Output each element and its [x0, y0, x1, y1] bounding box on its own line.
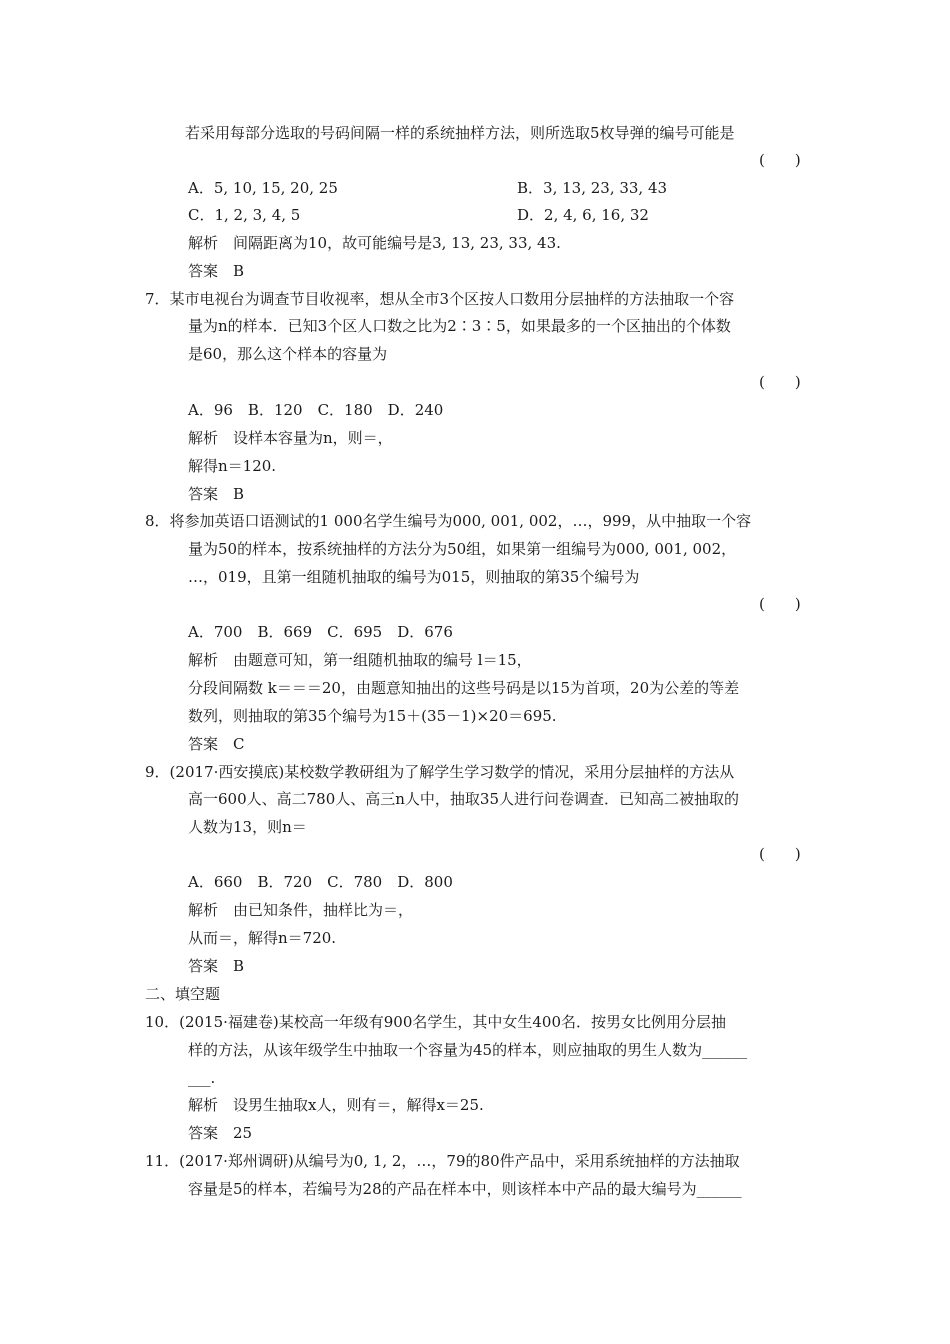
q11-stem-line-1: 11．(2017·郑州调研)从编号为0, 1, 2，…，79的80件产品中，采用系统抽样的方法抽取 [145, 1152, 740, 1170]
q10-answer: 答案 25 [188, 1124, 253, 1142]
q9-stem-line-3: 人数为13，则n＝ [188, 818, 307, 836]
q9-analysis-2: 从而＝，解得n＝720. [188, 929, 337, 947]
q10-stem-line-2: 样的方法，从该年级学生中抽取一个容量为45的样本，则应抽取的男生人数为______ [188, 1041, 748, 1059]
q7-options: A．96 B．120 C．180 D．240 [188, 401, 444, 419]
q6-analysis: 解析 间隔距离为10，故可能编号是3, 13, 23, 33, 43. [188, 234, 561, 252]
q10-stem-line-3: ___. [188, 1069, 216, 1087]
q6-answer: 答案 B [188, 262, 245, 280]
q7-analysis-1: 解析 设样本容量为n，则＝， [188, 429, 393, 447]
q8-answer: 答案 C [188, 735, 245, 753]
q8-options: A．700 B．669 C．695 D．676 [188, 623, 453, 641]
q8-analysis-2: 分段间隔数 k＝＝＝20，由题意知抽出的这些号码是以15为首项，20为公差的等差 [188, 679, 740, 697]
q7-analysis-2: 解得n＝120. [188, 457, 277, 475]
q6-option-b: B．3, 13, 23, 33, 43 [517, 179, 668, 197]
q8-analysis-1: 解析 由题意可知，第一组随机抽取的编号 l＝15， [188, 651, 532, 669]
q8-stem-line-2: 量为50的样本，按系统抽样的方法分为50组，如果第一组编号为000, 001, 002， [188, 540, 737, 558]
q6-option-a: A．5, 10, 15, 20, 25 [188, 179, 338, 197]
q8-stem-line-3: …，019，且第一组随机抽取的编号为015，则抽取的第35个编号为 [188, 568, 640, 586]
q9-answer-paren: ( ) [759, 845, 801, 863]
q9-stem-line-1: 9．(2017·西安摸底)某校数学教研组为了解学生学习数学的情况，采用分层抽样的方法从 [145, 763, 735, 781]
q6-stem-line: 若采用每部分选取的号码间隔一样的系统抽样方法，则所选取5枚导弹的编号可能是 [185, 124, 735, 142]
q7-stem-line-2: 量为n的样本．已知3个区人口数之比为2∶3∶5，如果最多的一个区抽出的个体数 [188, 317, 731, 335]
q6-answer-paren: ( ) [759, 151, 801, 169]
section-heading: 二、填空题 [145, 985, 221, 1003]
q10-analysis: 解析 设男生抽取x人，则有＝，解得x＝25. [188, 1096, 484, 1114]
q7-stem-line-1: 7．某市电视台为调查节目收视率，想从全市3个区按人口数用分层抽样的方法抽取一个容 [145, 290, 735, 308]
q9-analysis-1: 解析 由已知条件，抽样比为＝， [188, 901, 414, 919]
q9-options: A．660 B．720 C．780 D．800 [188, 873, 453, 891]
q8-analysis-3: 数列，则抽取的第35个编号为15＋(35－1)×20＝695. [188, 707, 557, 725]
q8-stem-line-1: 8．将参加英语口语测试的1 000名学生编号为000, 001, 002，…，999，从中抽取一个容 [145, 512, 752, 530]
q10-stem-line-1: 10．(2015·福建卷)某校高一年级有900名学生，其中女生400名．按男女比例用分层抽 [145, 1013, 726, 1031]
q6-option-d: D．2, 4, 6, 16, 32 [517, 206, 649, 224]
q7-answer-paren: ( ) [759, 373, 801, 391]
q7-stem-line-3: 是60，那么这个样本的容量为 [188, 345, 388, 363]
q7-answer: 答案 B [188, 485, 245, 503]
q11-stem-line-2: 容量是5的样本，若编号为28的产品在样本中，则该样本中产品的最大编号为______ [188, 1180, 742, 1198]
q8-answer-paren: ( ) [759, 595, 801, 613]
q9-stem-line-2: 高一600人、高二780人、高三n人中，抽取35人进行问卷调查．已知高二被抽取的 [188, 790, 740, 808]
q6-option-c: C．1, 2, 3, 4, 5 [188, 206, 301, 224]
q9-answer: 答案 B [188, 957, 245, 975]
